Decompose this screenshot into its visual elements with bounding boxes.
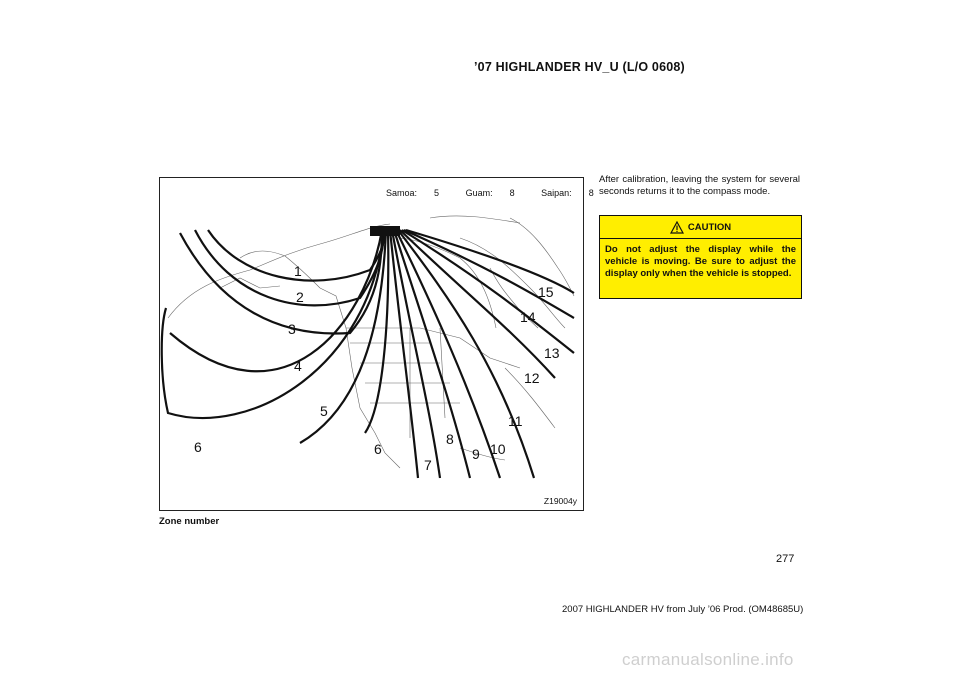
zone-label: 5 — [320, 403, 328, 419]
page-number: 277 — [776, 553, 795, 565]
caution-box — [599, 215, 802, 299]
zone-label: 14 — [520, 309, 536, 325]
zone-label: 8 — [446, 431, 454, 447]
calibration-note: After calibration, leaving the system for several seconds returns it to the compass mode. — [599, 174, 800, 197]
zone-label: 6 — [374, 441, 382, 457]
warning-triangle-icon — [670, 221, 684, 234]
guam-zone: Guam: 8 — [465, 188, 515, 198]
compass-zone-map — [159, 177, 594, 511]
caution-header — [600, 216, 801, 239]
zone-label: 6 — [194, 439, 202, 455]
watermark: carmanualsonline.info — [622, 650, 794, 669]
zone-label: 15 — [538, 284, 554, 300]
zone-number-labels — [194, 263, 560, 473]
page-footer: 2007 HIGHLANDER HV from July ’06 Prod. (OM48685U) — [562, 604, 804, 615]
figure-code: Z19004y — [543, 496, 577, 506]
page-header-title: ’07 HIGHLANDER HV_U (L/O 0608) — [474, 60, 685, 74]
zone-label: 2 — [296, 289, 304, 305]
zone-label: 3 — [288, 321, 296, 337]
zone-label: 7 — [424, 457, 432, 473]
zone-label: 10 — [490, 441, 506, 457]
figure-caption: Zone number — [159, 516, 220, 527]
zone-label: 4 — [294, 358, 302, 374]
samoa-zone: Samoa: 5 — [386, 188, 440, 198]
saipan-zone: Saipan: 8 — [541, 188, 594, 198]
zone-label: 11 — [508, 413, 523, 429]
zone-label: 9 — [472, 446, 480, 462]
zone-label: 1 — [294, 263, 302, 279]
zone-label: 12 — [524, 370, 540, 386]
zone-boundary-lines — [162, 230, 574, 478]
zone-map-drawing — [160, 178, 585, 512]
zone-label: 13 — [544, 345, 560, 361]
convergence-point — [370, 226, 400, 236]
island-zone-list — [386, 188, 618, 198]
caution-text: Do not adjust the display while the vehicle is moving. Be sure to adjust the display only when the vehicle is stopped. — [605, 244, 796, 279]
caution-title: CAUTION — [687, 221, 732, 233]
